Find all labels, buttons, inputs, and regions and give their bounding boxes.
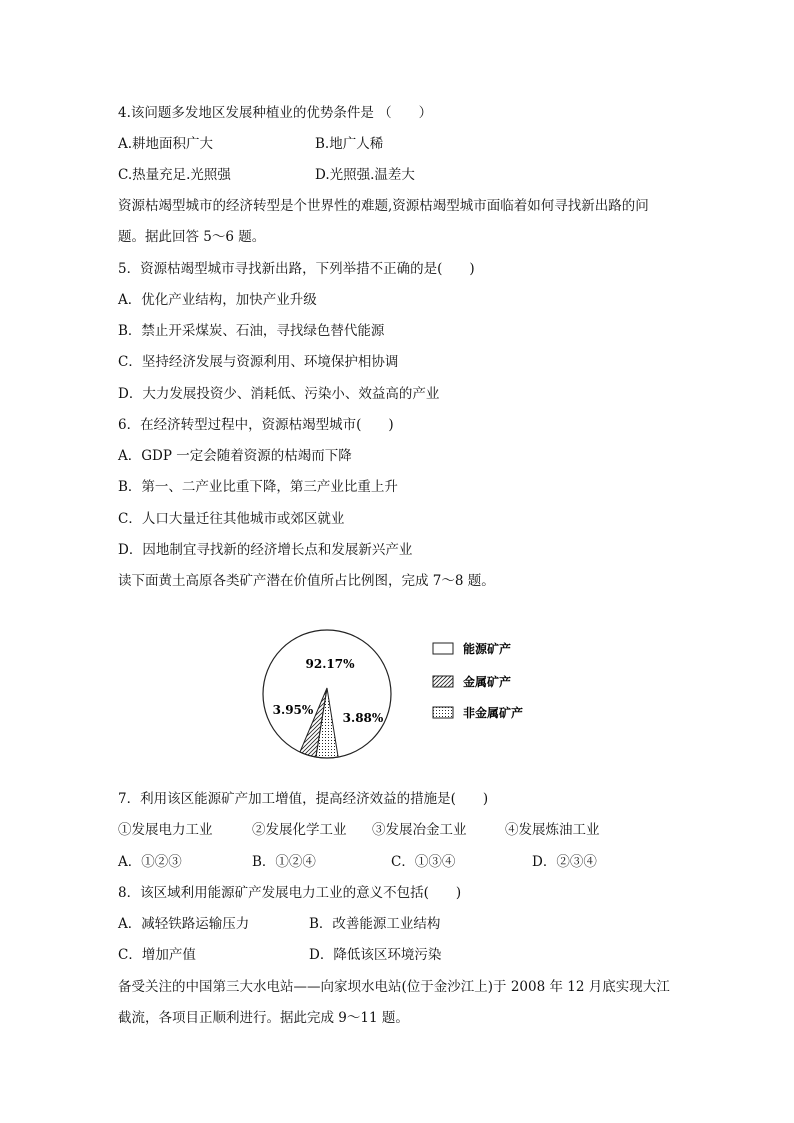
question-7-option-c: C．①③④ — [391, 854, 456, 870]
question-5-option-a: A．优化产业结构，加快产业升级 — [118, 292, 317, 308]
legend-swatch-nonmetal — [433, 707, 453, 718]
question-8-stem: 8．该区域利用能源矿产发展电力工业的意义不包括( ) — [118, 885, 462, 901]
question-8-option-a: A．减轻铁路运输压力 — [118, 916, 250, 932]
question-5-option-d: D．大力发展投资少、消耗低、污染小、效益高的产业 — [118, 386, 440, 402]
legend — [433, 641, 523, 720]
question-8-option-b: B．改善能源工业结构 — [309, 916, 441, 932]
pie-label-metal: 3.95% — [272, 703, 314, 717]
question-7-item-3: ③发展冶金工业 — [372, 822, 467, 838]
question-7-stem: 7．利用该区能源矿产加工增值，提高经济效益的措施是( ) — [118, 791, 489, 807]
intro-9-11-line-1: 备受关注的中国第三大水电站——向家坝水电站(位于金沙江上)于 2008 年 12 月底实现大江 — [118, 979, 670, 995]
question-7-option-d: D．②③④ — [532, 854, 597, 870]
question-6-option-d: D．因地制宜寻找新的经济增长点和发展新兴产业 — [118, 542, 413, 558]
intro-7-8: 读下面黄土高原各类矿产潜在价值所占比例图，完成 7～8 题。 — [118, 573, 495, 589]
question-5-stem: 5．资源枯竭型城市寻找新出路，下列举措不正确的是( ) — [118, 261, 475, 277]
legend-label-metal: 金属矿产 — [463, 675, 512, 689]
question-7-item-2: ②发展化学工业 — [252, 822, 347, 838]
intro-9-11-line-2: 截流，各项目正顺利进行。据此完成 9～11 题。 — [118, 1010, 409, 1026]
intro-5-6-line-1: 资源枯竭型城市的经济转型是个世界性的难题,资源枯竭型城市面临着如何寻找新出路的问 — [118, 198, 649, 214]
pie-label-energy: 92.17% — [305, 657, 355, 671]
question-6-option-c: C．人口大量迁往其他城市或郊区就业 — [118, 511, 345, 527]
question-4-stem: 4.该问题多发地区发展种植业的优势条件是 （ ） — [118, 105, 433, 121]
question-4-option-b: B.地广人稀 — [315, 136, 384, 152]
question-6-option-a: A．GDP 一定会随着资源的枯竭而下降 — [118, 448, 352, 464]
question-4-option-c: C.热量充足.光照强 — [118, 167, 231, 183]
question-8-option-c: C．增加产值 — [118, 947, 196, 963]
question-7-option-b: B．①②④ — [252, 854, 316, 870]
question-8-option-d: D．降低该区环境污染 — [309, 947, 442, 963]
legend-label-energy: 能源矿产 — [463, 642, 512, 656]
question-5-option-c: C．坚持经济发展与资源利用、环境保护相协调 — [118, 354, 399, 370]
question-6-option-b: B．第一、二产业比重下降，第三产业比重上升 — [118, 479, 398, 495]
question-7-item-1: ①发展电力工业 — [118, 822, 213, 838]
legend-swatch-metal — [433, 676, 453, 687]
intro-5-6-line-2: 题。据此回答 5～6 题。 — [118, 229, 266, 245]
question-7-item-4: ④发展炼油工业 — [505, 822, 600, 838]
pie-label-nonmetal: 3.88% — [342, 711, 384, 725]
legend-swatch-energy — [433, 643, 453, 654]
question-6-stem: 6．在经济转型过程中，资源枯竭型城市( ) — [118, 417, 394, 433]
question-7-option-a: A．①②③ — [118, 854, 182, 870]
question-4-option-d: D.光照强.温差大 — [315, 167, 415, 183]
mineral-value-pie-chart — [255, 628, 555, 768]
question-5-option-b: B．禁止开采煤炭、石油，寻找绿色替代能源 — [118, 323, 385, 339]
legend-label-nonmetal: 非金属矿产 — [463, 706, 524, 720]
question-4-option-a: A.耕地面积广大 — [118, 136, 214, 152]
